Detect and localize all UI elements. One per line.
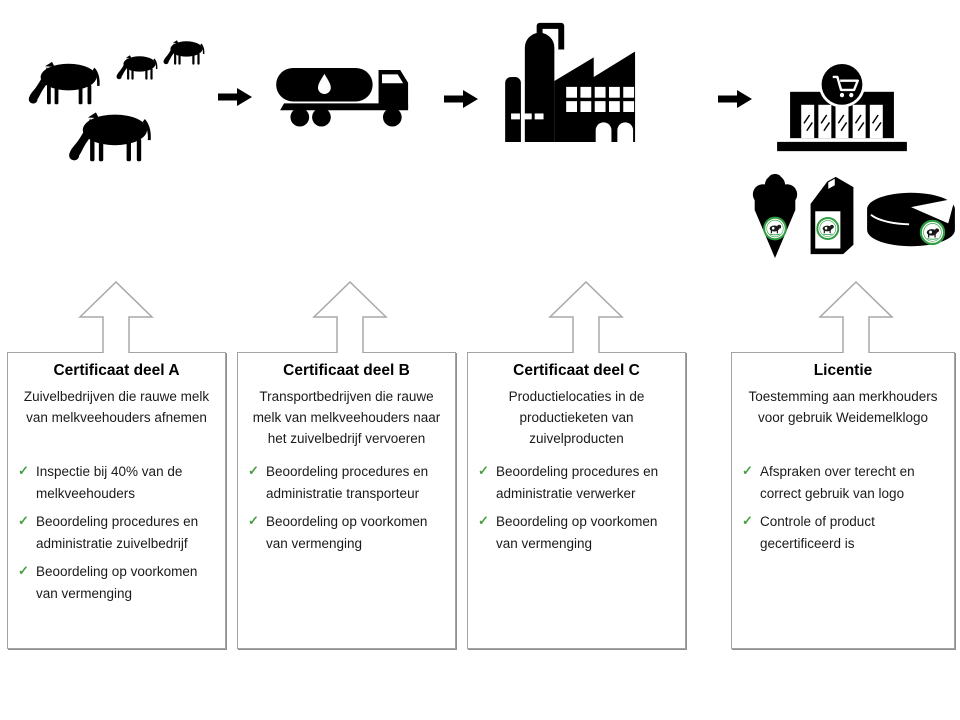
cow-icon (116, 53, 160, 80)
check-item (248, 511, 447, 554)
up-arrow-shape (76, 281, 156, 353)
check-list (238, 461, 455, 554)
check-item-text: Afspraken over terecht en correct gebruik van logo (760, 464, 915, 501)
check-list (732, 461, 954, 554)
cow-icon (163, 38, 207, 65)
check-item-text: Beoordeling procedures en administratie transporteur (266, 464, 429, 501)
check-item (742, 511, 946, 554)
right-arrow-icon (218, 86, 252, 108)
check-item-text: Beoordeling op voorkomen van vermenging (496, 514, 658, 551)
box-title: Licentie (813, 362, 873, 379)
cow-herd-group (20, 15, 230, 170)
check-icon: ✓ (18, 463, 29, 478)
right-arrow-icon (718, 88, 752, 110)
check-item-text: Beoordeling procedures en administratie zuivelbedrijf (36, 514, 199, 551)
box-header (732, 353, 954, 461)
check-icon: ✓ (742, 463, 753, 478)
box-subtitle: Toestemming aan merkhouders voor gebruik Weidemelklogo (748, 389, 938, 425)
milk-carton-icon (805, 174, 859, 256)
certificate-box-a (7, 352, 226, 649)
certificate-box-b (237, 352, 456, 649)
cow-icon (68, 108, 156, 162)
right-arrow-icon (444, 88, 478, 110)
check-item-text: Controle of product gecertificeerd is (760, 514, 875, 551)
up-arrow-shape (546, 281, 626, 353)
check-icon: ✓ (18, 513, 29, 529)
box-subtitle: Productielocaties in de productieketen van zuivelproducten (508, 389, 645, 446)
check-item-text: Beoordeling op voorkomen van vermenging (266, 514, 428, 551)
factory-icon (503, 18, 651, 142)
up-arrow-shape (816, 281, 896, 353)
check-item (18, 561, 217, 604)
cheese-icon (865, 188, 957, 251)
check-item (478, 461, 677, 504)
check-item-text: Inspectie bij 40% van de melkveehouders (36, 464, 183, 501)
check-list (468, 461, 685, 554)
up-arrow-shape (310, 281, 390, 353)
check-item (742, 461, 946, 504)
box-title: Certificaat deel A (53, 362, 180, 379)
check-item (478, 511, 677, 554)
check-item (18, 461, 217, 504)
check-icon: ✓ (248, 513, 259, 529)
box-header (238, 353, 455, 461)
check-icon: ✓ (478, 513, 489, 529)
check-item (248, 461, 447, 504)
check-item-text: Beoordeling procedures en administratie verwerker (496, 464, 659, 501)
check-icon: ✓ (742, 513, 753, 529)
check-item (18, 511, 217, 554)
box-header (468, 353, 685, 461)
certificate-box-c (467, 352, 686, 649)
ice-cream-icon (751, 173, 799, 260)
box-header (8, 353, 225, 461)
box-subtitle: Transportbedrijven die rauwe melk van melkveehouders naar het zuivelbedrijf vervoeren (252, 389, 441, 446)
box-subtitle: Zuivelbedrijven die rauwe melk van melkveehouders afnemen (23, 389, 210, 425)
dairy-products-group (745, 170, 960, 265)
box-title: Certificaat deel C (513, 362, 640, 379)
cow-icon (28, 58, 104, 105)
store-icon (777, 64, 907, 153)
tanker-truck-icon (276, 66, 424, 129)
check-icon: ✓ (478, 463, 489, 478)
license-box (731, 352, 955, 649)
check-icon: ✓ (248, 463, 259, 478)
check-item-text: Beoordeling op voorkomen van vermenging (36, 564, 198, 601)
check-list (8, 461, 225, 605)
box-title: Certificaat deel B (283, 362, 410, 379)
check-icon: ✓ (18, 563, 29, 579)
